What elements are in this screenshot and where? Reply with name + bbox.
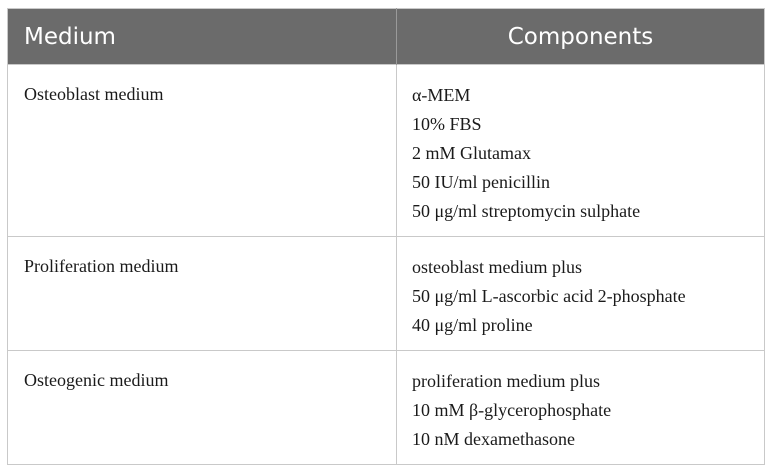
table-header <box>8 9 765 65</box>
medium-name-cell: Proliferation medium <box>8 237 397 351</box>
component-line: proliferation medium plus <box>412 371 600 391</box>
header-medium: Medium <box>8 9 397 65</box>
medium-name-cell: Osteoblast medium <box>8 65 397 237</box>
component-line: 2 mM Glutamax <box>412 143 531 163</box>
header-components: Components <box>397 9 765 65</box>
table-body <box>8 65 765 465</box>
components-cell <box>397 237 765 351</box>
table-row <box>8 351 765 465</box>
component-line: α-MEM <box>412 85 471 105</box>
table-row <box>8 65 765 237</box>
component-line: 10 nM dexamethasone <box>412 429 575 449</box>
component-line: 10% FBS <box>412 114 482 134</box>
header-row <box>8 9 765 65</box>
component-line: osteoblast medium plus <box>412 257 582 277</box>
component-line: 50 μg/ml L-ascorbic acid 2-phosphate <box>412 286 686 306</box>
component-line: 50 IU/ml penicillin <box>412 172 550 192</box>
components-cell <box>397 65 765 237</box>
component-line: 40 μg/ml proline <box>412 315 533 335</box>
component-line: 10 mM β-glycerophosphate <box>412 400 612 420</box>
medium-name-cell: Osteogenic medium <box>8 351 397 465</box>
table-row <box>8 237 765 351</box>
components-cell <box>397 351 765 465</box>
component-line: 50 μg/ml streptomycin sulphate <box>412 201 641 221</box>
media-components-table <box>7 8 765 465</box>
